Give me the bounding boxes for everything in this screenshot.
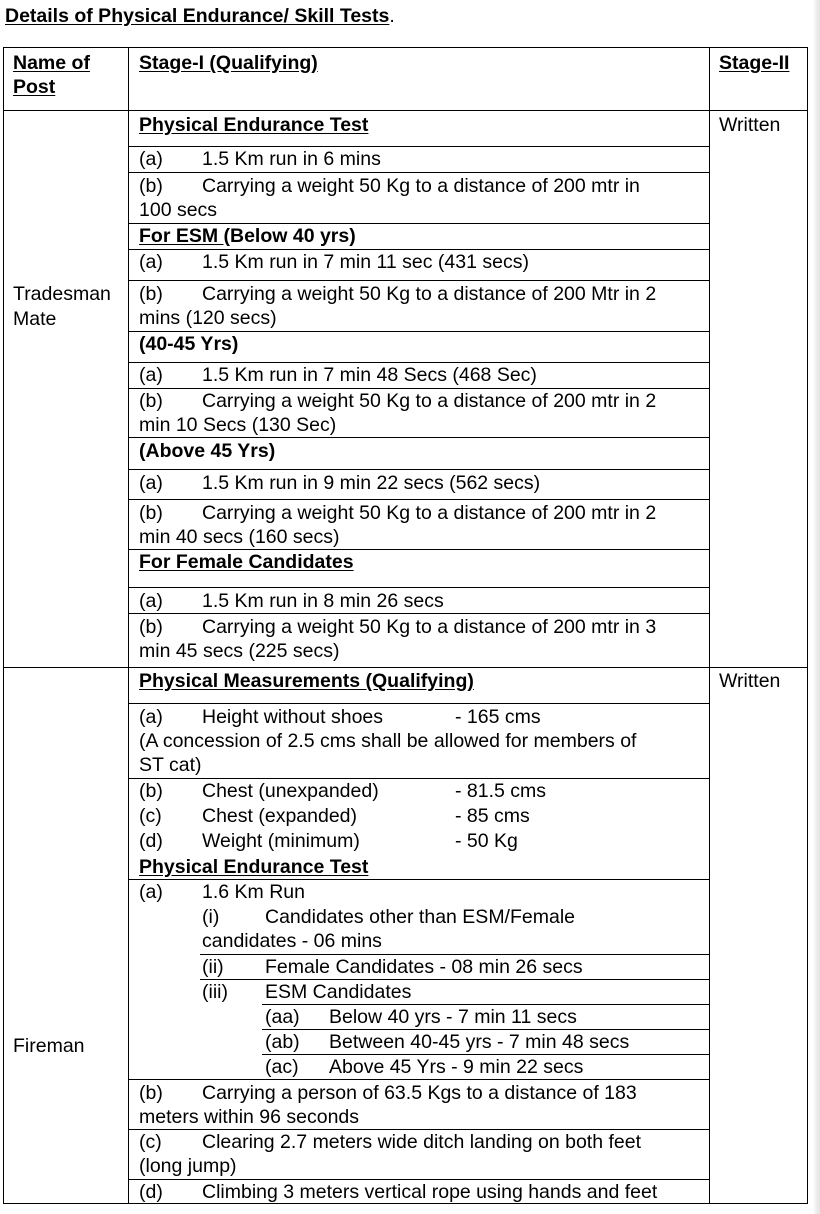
item-marker: (b) [139, 616, 163, 638]
item-text: Carrying a person of 63.5 Kgs to a distance of 183 [202, 1082, 637, 1104]
item-value: - 165 cms [455, 706, 541, 728]
item-text: ST cat) [139, 754, 202, 776]
sub-item-marker: (ii) [202, 956, 224, 978]
page-title [5, 5, 395, 28]
post-tradesman-mate: Tradesman [13, 283, 111, 305]
sub-sub-item-marker: (ac) [265, 1056, 299, 1078]
item-marker: (c) [139, 1131, 162, 1153]
sub-item-marker: (i) [202, 906, 220, 928]
item-marker: (a) [139, 364, 163, 386]
item-text: 1.6 Km Run [202, 881, 305, 903]
post-fireman: Fireman [13, 1035, 85, 1057]
item-text: meters within 96 seconds [139, 1106, 360, 1128]
item-marker: (c) [139, 805, 162, 827]
header-row-divider [3, 110, 808, 111]
item-label: Weight (minimum) [202, 830, 360, 852]
item-text: Clearing 2.7 meters wide ditch landing on both feet [202, 1131, 642, 1153]
item-text: 1.5 Km run in 9 min 22 secs (562 secs) [202, 472, 541, 494]
page-edge-shadow [813, 0, 820, 1214]
item-marker: (b) [139, 1082, 163, 1104]
item-marker: (a) [139, 148, 163, 170]
row-divider [128, 280, 709, 281]
row-divider [128, 172, 709, 173]
row-divider [128, 499, 709, 500]
item-value: - 50 Kg [455, 830, 518, 852]
sub-item-text: Female Candidates - 08 min 26 secs [265, 956, 583, 978]
section-heading: Physical Measurements (Qualifying) [139, 670, 474, 692]
item-text: (long jump) [139, 1155, 237, 1177]
item-label: Height without shoes [202, 706, 384, 728]
item-text: Climbing 3 meters vertical rope using hands and feet [202, 1181, 658, 1203]
row-divider [128, 587, 709, 588]
item-value: - 81.5 cms [455, 780, 547, 802]
sub-item-text: candidates - 06 mins [202, 930, 382, 952]
item-marker: (a) [139, 590, 163, 612]
section-heading-text: For ESM [139, 225, 224, 247]
stage2-written: Written [719, 114, 781, 136]
item-marker: (a) [139, 706, 163, 728]
section-heading: For Female Candidates [139, 551, 354, 573]
section-heading [139, 224, 356, 248]
item-text: min 45 secs (225 secs) [139, 640, 340, 662]
item-text: 100 secs [139, 199, 218, 221]
section-heading: Physical Endurance Test [139, 856, 369, 878]
sub-sub-item-marker: (aa) [265, 1006, 300, 1028]
item-text: Carrying a weight 50 Kg to a distance of 200 Mtr in 2 [202, 283, 657, 305]
stage2-written: Written [719, 670, 781, 692]
item-marker: (a) [139, 251, 163, 273]
post-row-divider [3, 667, 808, 668]
item-marker: (d) [139, 1181, 163, 1203]
sub-item-text: ESM Candidates [265, 981, 412, 1003]
row-divider [128, 469, 709, 470]
sub-item-marker: (iii) [202, 981, 228, 1003]
sub-sub-item-text: Above 45 Yrs - 9 min 22 secs [329, 1056, 584, 1078]
page-title-text: Details of Physical Endurance/ Skill Tests [5, 5, 390, 27]
item-marker: (b) [139, 502, 163, 524]
header-name-of-post: Name of [13, 52, 90, 74]
item-text: Carrying a weight 50 Kg to a distance of 200 mtr in [202, 175, 640, 197]
item-marker: (b) [139, 780, 163, 802]
row-divider [128, 613, 709, 614]
header-name-of-post-cont: Post [13, 76, 56, 98]
column-divider-2 [709, 47, 710, 1204]
item-text: mins (120 secs) [139, 307, 277, 329]
item-text: 1.5 Km run in 8 min 26 secs [202, 590, 444, 612]
row-divider [128, 1079, 709, 1080]
sub-sub-item-text: Between 40-45 yrs - 7 min 48 secs [329, 1031, 630, 1053]
sub-item-text: Candidates other than ESM/Female [265, 906, 576, 928]
item-marker: (d) [139, 830, 163, 852]
item-marker: (a) [139, 472, 163, 494]
column-divider-1 [128, 47, 129, 1204]
sub-sub-item-text: Below 40 yrs - 7 min 11 secs [329, 1006, 577, 1028]
post-tradesman-mate-cont: Mate [13, 308, 57, 330]
item-text: 1.5 Km run in 6 mins [202, 148, 381, 170]
row-divider [128, 437, 709, 438]
row-divider [128, 703, 709, 704]
item-label: Chest (unexpanded) [202, 780, 379, 802]
header-stage-1: Stage-I (Qualifying) [139, 52, 318, 74]
item-marker: (a) [139, 881, 163, 903]
page-title-trail: . [389, 5, 395, 27]
item-label: Chest (expanded) [202, 805, 358, 827]
item-text: 1.5 Km run in 7 min 11 sec (431 secs) [202, 251, 529, 273]
item-value: - 85 cms [455, 805, 530, 827]
item-marker: (b) [139, 283, 163, 305]
item-text: Carrying a weight 50 Kg to a distance of 200 mtr in 2 [202, 390, 657, 412]
section-heading: Physical Endurance Test [139, 114, 369, 136]
item-text: (A concession of 2.5 cms shall be allowed for members of [139, 730, 637, 752]
item-text: Carrying a weight 50 Kg to a distance of 200 mtr in 2 [202, 502, 657, 524]
sub-sub-item-marker: (ab) [265, 1031, 300, 1053]
age-group-heading: (Above 45 Yrs) [139, 440, 276, 462]
section-heading-text: (Below 40 yrs) [223, 225, 356, 247]
item-text: min 10 Secs (130 Sec) [139, 414, 337, 436]
item-marker: (b) [139, 175, 163, 197]
header-stage-2: Stage-II [719, 52, 790, 74]
item-text: Carrying a weight 50 Kg to a distance of 200 mtr in 3 [202, 616, 657, 638]
age-group-heading: (40-45 Yrs) [139, 333, 239, 355]
item-text: min 40 secs (160 secs) [139, 526, 340, 548]
item-text: 1.5 Km run in 7 min 48 Secs (468 Sec) [202, 364, 537, 386]
item-marker: (b) [139, 390, 163, 412]
